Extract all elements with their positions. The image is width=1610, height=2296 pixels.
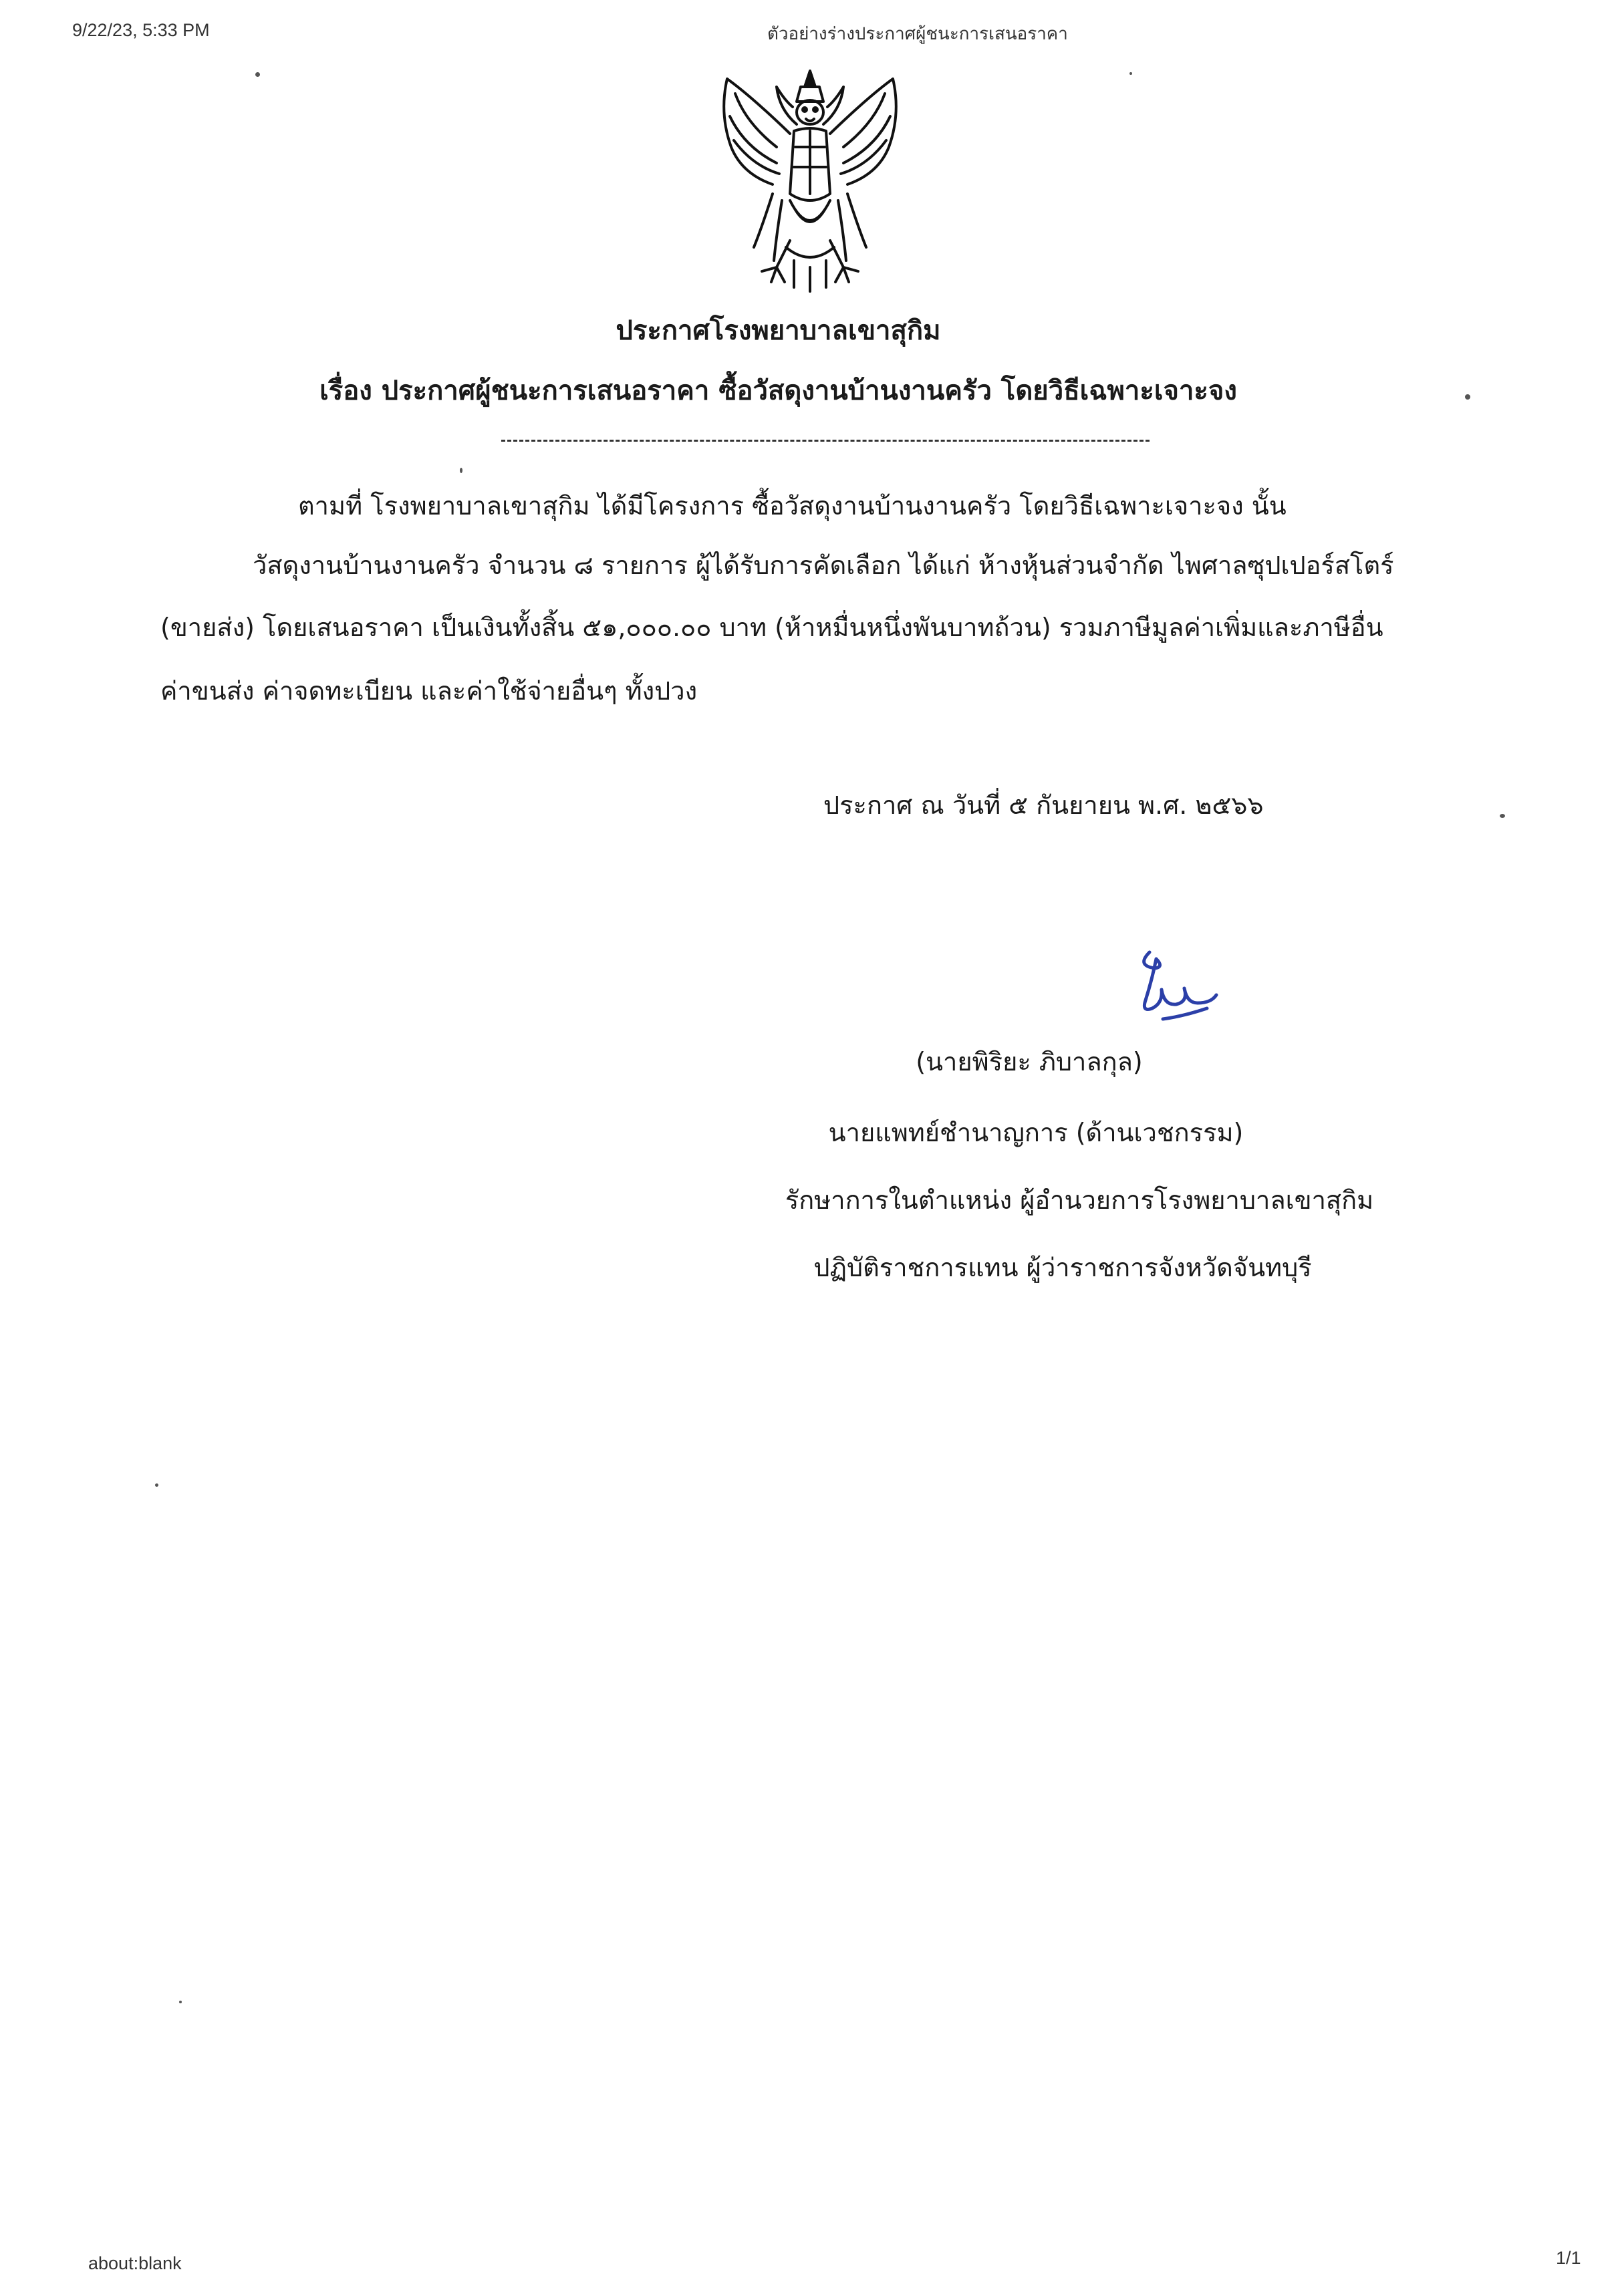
body-line-3: (ขายส่ง) โดยเสนอราคา เป็นเงินทั้งสิ้น ๕๑,๐๐๐.๐๐ บาท (ห้าหมื่นหนึ่งพันบาทถ้วน) รวมภาษีมูลค่าเพิ่มและภาษีอื่น (160, 613, 1383, 642)
print-header-datetime: 9/22/23, 5:33 PM (72, 20, 210, 40)
signatory-position-1: นายแพทย์ชำนาญการ (ด้านเวชกรรม) (828, 1118, 1244, 1147)
scan-speck (1129, 72, 1132, 75)
print-header-title: ตัวอย่างร่างประกาศผู้ชนะการเสนอราคา (767, 24, 1068, 44)
handwritten-signature (1123, 939, 1223, 1032)
scan-speck (255, 72, 260, 77)
announcement-date: ประกาศ ณ วันที่ ๕ กันยายน พ.ศ. ๒๕๖๖ (823, 791, 1264, 820)
announcement-title: ประกาศโรงพยาบาลเขาสุกิม (616, 315, 941, 346)
scan-speck (155, 1483, 158, 1487)
announcement-subject: เรื่อง ประกาศผู้ชนะการเสนอราคา ซื้อวัสดุงานบ้านงานครัว โดยวิธีเฉพาะเจาะจง (319, 376, 1237, 406)
body-line-2: วัสดุงานบ้านงานครัว จำนวน ๘ รายการ ผู้ได้รับการคัดเลือก ได้แก่ ห้างหุ้นส่วนจำกัด ไพศาลซุปเปอร์สโตร์ (253, 551, 1394, 580)
print-footer-url: about:blank (88, 2253, 182, 2273)
scan-speck (1465, 394, 1470, 400)
signatory-position-2: รักษาการในตำแหน่ง ผู้อำนวยการโรงพยาบาลเขาสุกิม (785, 1185, 1374, 1215)
separator-line (501, 440, 1150, 442)
signatory-name: (นายพิริยะ ภิบาลกุล) (916, 1047, 1143, 1077)
garuda-emblem-icon (715, 67, 905, 294)
print-footer-page-number: 1/1 (1556, 2248, 1581, 2268)
scan-speck (1500, 814, 1505, 818)
signatory-position-3: ปฏิบัติราชการแทน ผู้ว่าราชการจังหวัดจันทบุรี (813, 1253, 1312, 1282)
scan-speck (179, 2001, 182, 2003)
body-line-4: ค่าขนส่ง ค่าจดทะเบียน และค่าใช้จ่ายอื่นๆ ทั้งปวง (160, 676, 698, 706)
body-line-1: ตามที่ โรงพยาบาลเขาสุกิม ได้มีโครงการ ซื้อวัสดุงานบ้านงานครัว โดยวิธีเฉพาะเจาะจง นั้น (298, 491, 1287, 521)
scan-speck (460, 468, 462, 473)
